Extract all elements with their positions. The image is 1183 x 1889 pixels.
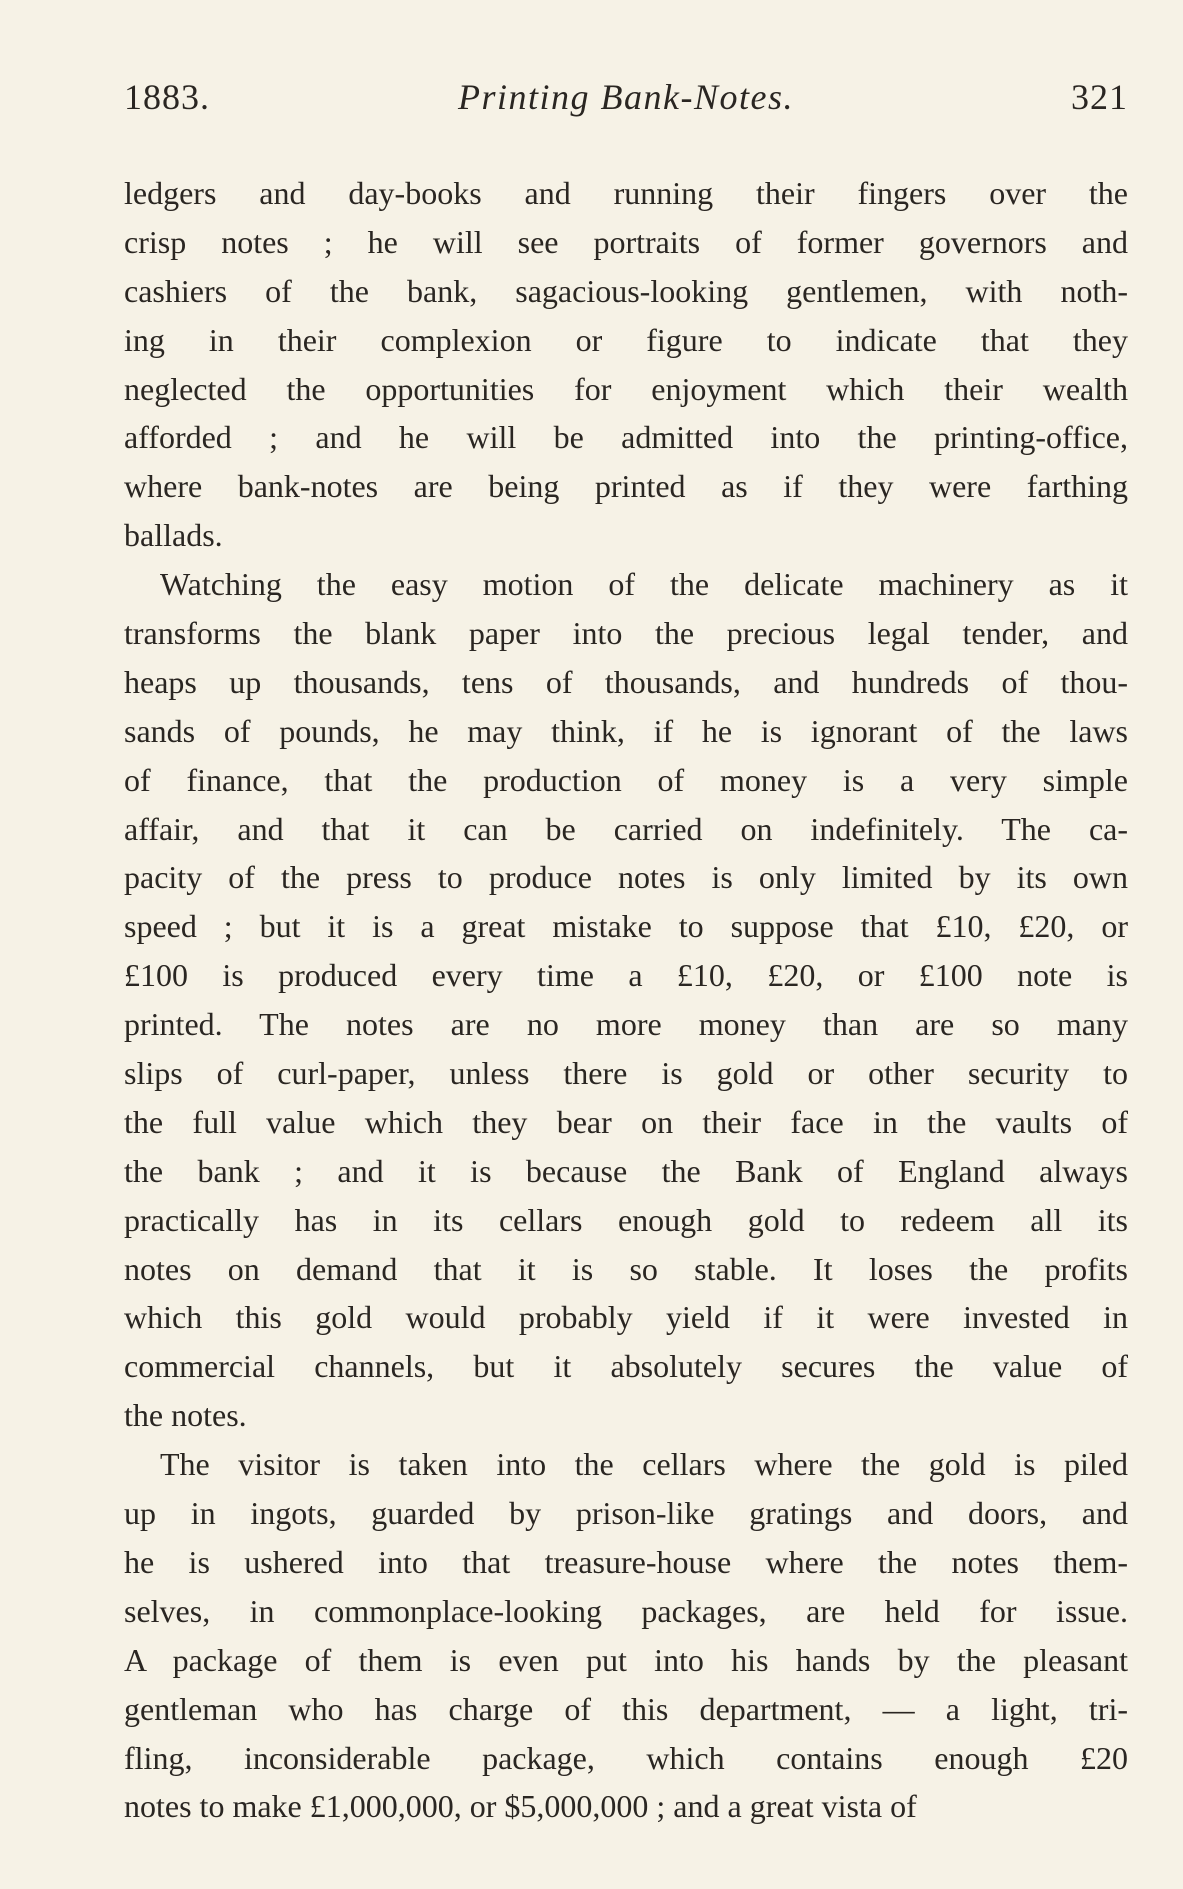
text-line: notes to make £1,000,000, or $5,000,000 ; and a great vista of <box>124 1788 917 1825</box>
text-line: slips of curl-paper, unless there is gold or other security to <box>124 1055 1128 1092</box>
text-line: commercial channels, but it absolutely secures the value of <box>124 1348 1128 1385</box>
text-line: fling, inconsiderable package, which contains enough £20 <box>124 1739 1128 1776</box>
header-year: 1883. <box>124 77 210 117</box>
body-text <box>124 169 1128 1831</box>
text-line: afforded ; and he will be admitted into the printing-office, <box>124 419 1128 456</box>
text-line: transforms the blank paper into the precious legal tender, and <box>124 615 1128 652</box>
text-line: which this gold would probably yield if it were invested in <box>124 1299 1128 1336</box>
text-line: pacity of the press to produce notes is only limited by its own <box>124 859 1128 896</box>
paragraph <box>124 560 1128 1440</box>
text-line: up in ingots, guarded by prison-like gratings and doors, and <box>124 1495 1128 1532</box>
text-line: of finance, that the production of money is a very simple <box>124 761 1128 798</box>
text-line: cashiers of the bank, sagacious-looking gentlemen, with noth- <box>124 272 1128 309</box>
header-title: Printing Bank-Notes. <box>458 77 794 117</box>
text-line: A package of them is even put into his hands by the pleasant <box>124 1641 1128 1678</box>
text-line: the bank ; and it is because the Bank of England always <box>124 1152 1128 1189</box>
page-number: 321 <box>1071 77 1128 117</box>
text-line: printed. The notes are no more money than are so many <box>124 1006 1128 1043</box>
paragraph <box>124 1440 1128 1831</box>
text-line: heaps up thousands, tens of thousands, and hundreds of thou- <box>124 663 1128 700</box>
text-line: the full value which they bear on their face in the vaults of <box>124 1103 1128 1140</box>
text-line: notes on demand that it is so stable. It loses the profits <box>124 1250 1128 1287</box>
text-line: the notes. <box>124 1397 247 1434</box>
text-line: ledgers and day-books and running their fingers over the <box>124 175 1128 211</box>
text-line: £100 is produced every time a £10, £20, or £100 note is <box>124 957 1128 994</box>
text-line: selves, in commonplace-looking packages, are held for issue. <box>124 1592 1128 1629</box>
text-line: gentleman who has charge of this department, — a light, tri- <box>124 1690 1128 1727</box>
text-line: Watching the easy motion of the delicate machinery as it <box>160 566 1128 603</box>
text-line: speed ; but it is a great mistake to suppose that £10, £20, or <box>124 908 1128 945</box>
text-line: neglected the opportunities for enjoyment which their wealth <box>124 370 1128 407</box>
running-head <box>124 76 1128 116</box>
text-line: practically has in its cellars enough gold to redeem all its <box>124 1201 1128 1238</box>
text-line: The visitor is taken into the cellars where the gold is piled <box>160 1446 1128 1483</box>
paragraph <box>124 169 1128 560</box>
text-line: he is ushered into that treasure-house where the notes them- <box>124 1543 1128 1580</box>
text-line: where bank-notes are being printed as if they were farthing <box>124 468 1128 505</box>
text-line: crisp notes ; he will see portraits of former governors and <box>124 223 1128 260</box>
text-line: sands of pounds, he may think, if he is ignorant of the laws <box>124 712 1128 749</box>
text-line: ballads. <box>124 517 223 554</box>
text-line: affair, and that it can be carried on indefinitely. The ca- <box>124 810 1128 847</box>
text-line: ing in their complexion or figure to indicate that they <box>124 321 1128 358</box>
